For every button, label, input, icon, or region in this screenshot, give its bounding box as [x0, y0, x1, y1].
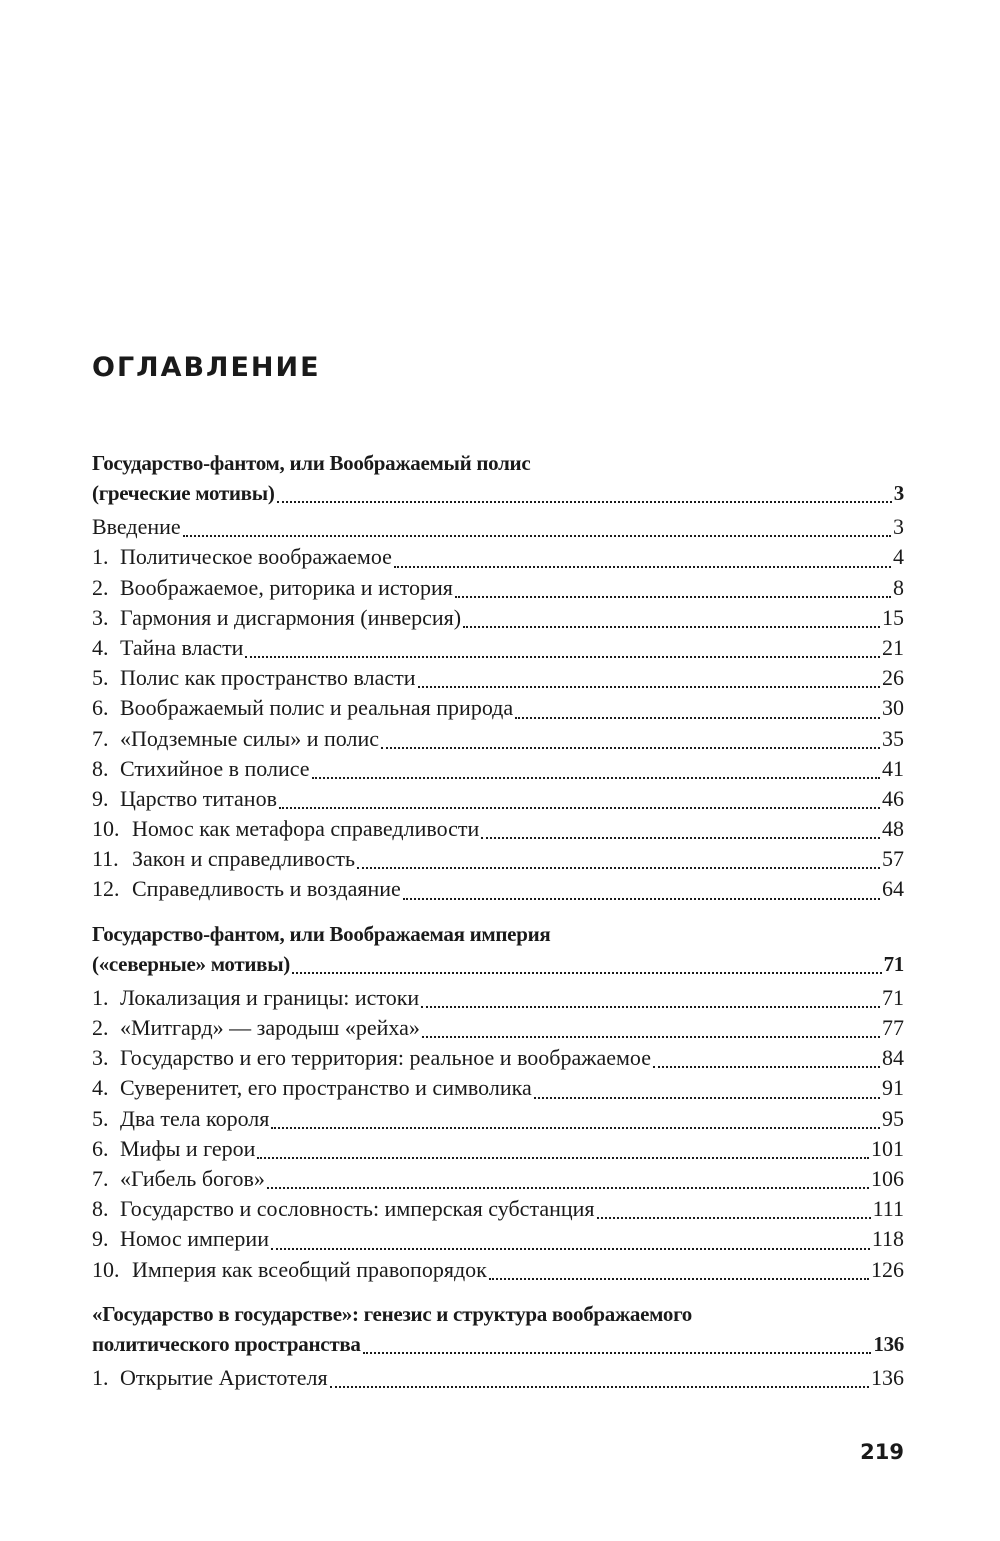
page-ref: 35	[882, 725, 904, 751]
entry-number: 2.	[92, 1015, 109, 1040]
toc-entry[interactable]	[92, 1194, 904, 1224]
page-ref: 126	[871, 1256, 904, 1282]
section-title: Государство-фантом, или Воображаемая империя	[92, 921, 551, 946]
toc-entry[interactable]	[92, 693, 904, 723]
toc-entry[interactable]	[92, 542, 904, 572]
dot-leader	[481, 836, 880, 839]
toc-entry[interactable]	[92, 512, 904, 542]
page-ref: 21	[882, 634, 904, 660]
entry-number: 9.	[92, 1226, 109, 1252]
section-title-entry[interactable]	[92, 478, 904, 508]
dot-leader	[422, 1035, 880, 1038]
page-ref: 118	[871, 1226, 904, 1252]
page-ref: 64	[882, 876, 904, 902]
entry-label: Воображаемое, риторика и история	[120, 574, 453, 600]
entry-number: 9.	[92, 785, 109, 811]
entry-number: 5.	[92, 1105, 109, 1131]
toc-entry[interactable]	[92, 1164, 904, 1194]
entry-number: 7.	[92, 725, 109, 751]
toc-entry[interactable]	[92, 1073, 904, 1103]
dot-leader	[292, 971, 882, 974]
entry-label: Мифы и герои	[120, 1135, 256, 1161]
entry-number: 5.	[92, 665, 109, 691]
page-ref: 3	[893, 514, 904, 540]
toc-entry[interactable]	[92, 1104, 904, 1134]
entry-label: Введение	[92, 514, 181, 540]
toc-entry[interactable]	[92, 1255, 904, 1285]
entry-number: 6.	[92, 695, 109, 721]
entry-label: Политическое воображаемое	[120, 544, 392, 570]
page-ref: 111	[872, 1196, 904, 1222]
page-ref: 106	[871, 1165, 904, 1191]
page-ref: 15	[882, 604, 904, 630]
page-ref: 91	[882, 1075, 904, 1101]
toc-entry[interactable]	[92, 633, 904, 663]
dot-leader	[279, 806, 880, 809]
dot-leader	[515, 716, 880, 719]
dot-leader	[277, 500, 892, 503]
entry-label: Номос империи	[120, 1226, 269, 1252]
page-ref: 4	[893, 544, 904, 570]
entry-label: Царство титанов	[120, 785, 277, 811]
dot-leader	[403, 897, 880, 900]
toc-entry[interactable]	[92, 663, 904, 693]
entry-number: 2.	[92, 574, 109, 600]
entry-label: Открытие Аристотеля	[120, 1364, 328, 1390]
entry-label: Суверенитет, его пространство и символика	[120, 1075, 532, 1101]
entry-number: 1.	[92, 984, 109, 1010]
dot-leader	[463, 625, 880, 628]
entry-number: 3.	[92, 1045, 109, 1071]
toc-section	[92, 1299, 904, 1393]
page-ref: 95	[882, 1105, 904, 1131]
toc-entry[interactable]	[92, 844, 904, 874]
section-title-label: («северные» мотивы)	[92, 951, 290, 976]
dot-leader	[363, 1351, 872, 1354]
page-ref: 26	[882, 665, 904, 691]
dot-leader	[381, 746, 880, 749]
entry-label: Государство и его территория: реальное и воображаемое	[120, 1045, 651, 1071]
dot-leader	[245, 655, 880, 658]
entry-label: Два тела короля	[120, 1105, 270, 1131]
section-title: Государство-фантом, или Воображаемый полис	[92, 451, 531, 475]
dot-leader	[271, 1247, 870, 1250]
section-title: «Государство в государстве»: генезис и структура воображаемого	[92, 1301, 692, 1326]
entry-number: 8.	[92, 755, 109, 781]
page-ref: 30	[882, 695, 904, 721]
dot-leader	[597, 1216, 871, 1219]
page-ref: 136	[871, 1364, 904, 1390]
toc-entry[interactable]	[92, 754, 904, 784]
book-page	[92, 0, 904, 1541]
entry-label: «Митгард» — зародыш «рейха»	[120, 1015, 420, 1040]
entry-number: 1.	[92, 544, 109, 570]
entry-label: Империя как всеобщий правопорядок	[132, 1256, 487, 1282]
entry-number: 10.	[92, 816, 120, 842]
toc-entry[interactable]	[92, 814, 904, 844]
entry-number: 4.	[92, 634, 109, 660]
entry-number: 1.	[92, 1364, 109, 1390]
entry-label: «Подземные силы» и полис	[120, 725, 379, 751]
entry-label: Номос как метафора справедливости	[132, 816, 480, 842]
dot-leader	[357, 866, 880, 869]
toc-entry[interactable]	[92, 983, 904, 1013]
toc-entry[interactable]	[92, 1134, 904, 1164]
toc-entry[interactable]	[92, 1224, 904, 1254]
dot-leader	[421, 1005, 880, 1008]
entry-number: 6.	[92, 1135, 109, 1161]
entry-label: Тайна власти	[120, 634, 244, 660]
page-ref: 8	[893, 574, 904, 600]
page-ref: 57	[882, 846, 904, 872]
dot-leader	[653, 1065, 880, 1068]
dot-leader	[267, 1186, 869, 1189]
entry-label: Закон и справедливость	[132, 846, 356, 872]
page-ref: 3	[893, 481, 904, 505]
entry-label: Государство и сословность: имперская субстанция	[120, 1196, 595, 1222]
dot-leader	[271, 1126, 880, 1129]
toc-entry[interactable]	[92, 573, 904, 603]
entry-number: 10.	[92, 1256, 120, 1282]
entry-number: 3.	[92, 604, 109, 630]
toc-heading: ОГЛАВЛЕНИЕ	[92, 352, 321, 383]
toc-entry[interactable]	[92, 784, 904, 814]
toc-entry[interactable]	[92, 874, 904, 904]
dot-leader	[183, 534, 891, 537]
entry-label: Полис как пространство власти	[120, 665, 416, 691]
page-ref: 46	[882, 785, 904, 811]
section-title-label: (греческие мотивы)	[92, 481, 275, 505]
toc-entry[interactable]	[92, 1363, 904, 1393]
dot-leader	[534, 1096, 880, 1099]
dot-leader	[455, 595, 891, 598]
entry-label: «Гибель богов»	[120, 1165, 265, 1191]
entry-number: 11.	[92, 846, 119, 872]
entry-label: Справедливость и воздаяние	[132, 876, 401, 902]
entry-label: Стихийное в полисе	[120, 755, 310, 781]
page-ref: 41	[882, 755, 904, 781]
dot-leader	[257, 1156, 869, 1159]
page-ref: 101	[871, 1135, 904, 1161]
toc-section	[92, 448, 904, 905]
page-number: 219	[860, 1440, 904, 1464]
page-ref: 71	[882, 984, 904, 1010]
page-ref: 84	[882, 1045, 904, 1071]
entry-number: 12.	[92, 876, 120, 902]
toc-section	[92, 919, 904, 1285]
toc-entry[interactable]	[92, 603, 904, 633]
entry-label: Воображаемый полис и реальная природа	[120, 695, 514, 721]
entry-label: Гармония и дисгармония (инверсия)	[120, 604, 462, 630]
page-ref: 71	[883, 951, 904, 976]
page-ref: 136	[873, 1331, 904, 1356]
toc-entry[interactable]	[92, 1043, 904, 1073]
entry-number: 8.	[92, 1196, 109, 1222]
table-of-contents	[92, 448, 904, 1407]
toc-entry[interactable]	[92, 1013, 904, 1043]
dot-leader	[418, 685, 880, 688]
section-title-label: политического пространства	[92, 1331, 361, 1356]
entry-number: 7.	[92, 1165, 109, 1191]
entry-number: 4.	[92, 1075, 109, 1101]
dot-leader	[312, 776, 880, 779]
page-ref: 48	[882, 816, 904, 842]
section-title-entry[interactable]	[92, 949, 904, 979]
page-ref: 77	[882, 1015, 904, 1040]
dot-leader	[394, 565, 891, 568]
dot-leader	[330, 1385, 869, 1388]
section-title-entry[interactable]	[92, 1329, 904, 1359]
toc-entry[interactable]	[92, 724, 904, 754]
dot-leader	[489, 1277, 869, 1280]
entry-label: Локализация и границы: истоки	[120, 984, 420, 1010]
